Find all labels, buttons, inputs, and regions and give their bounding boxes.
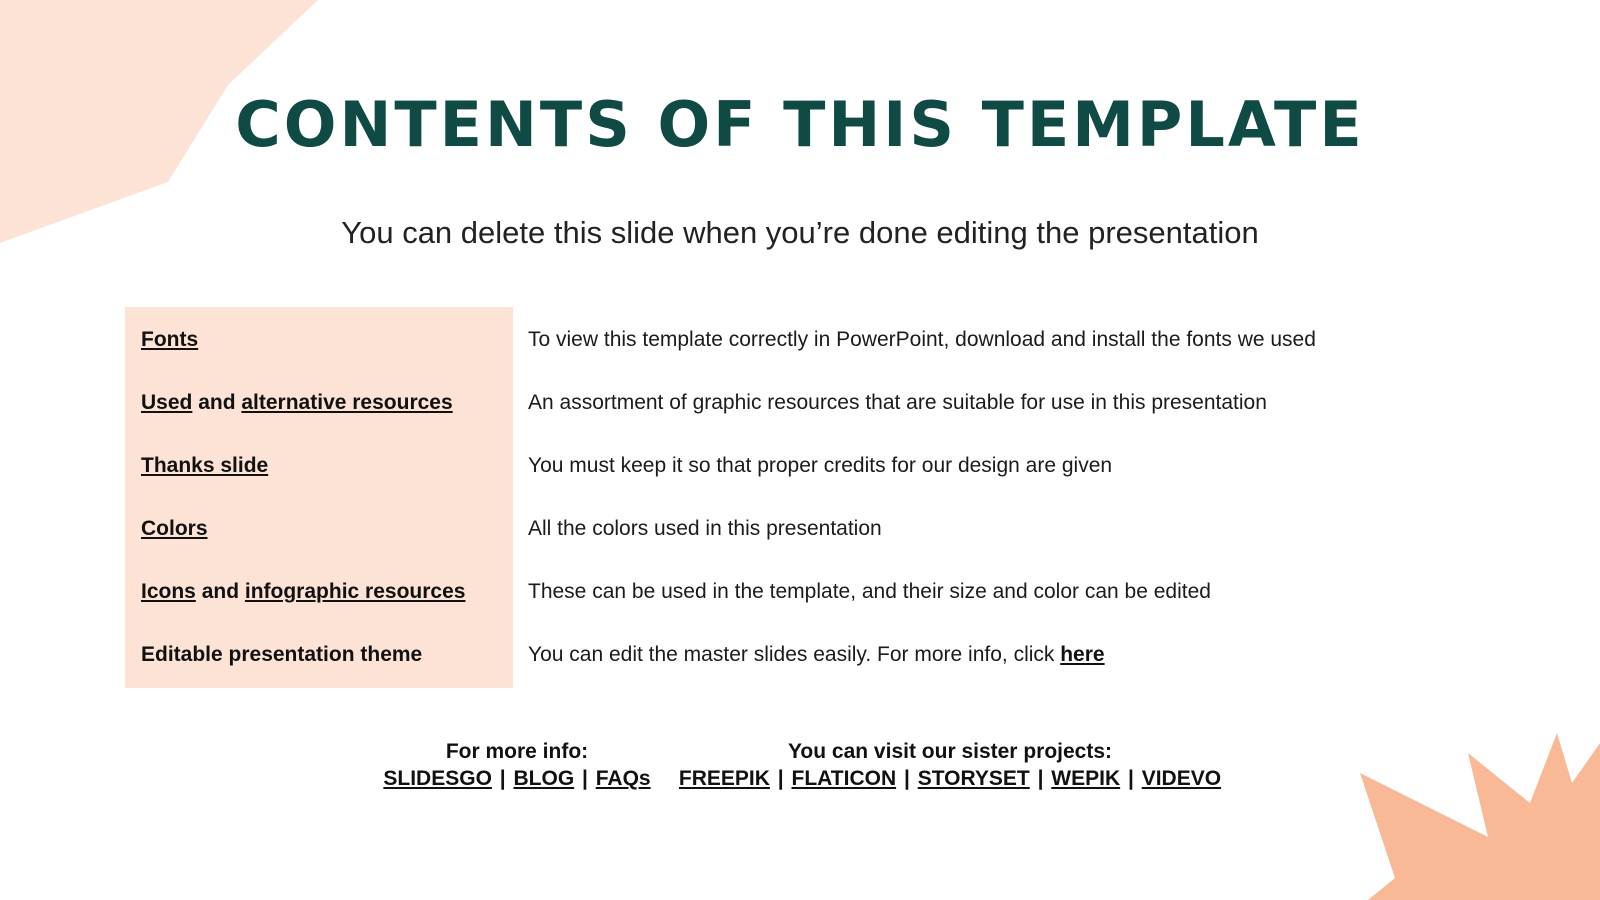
contents-row-colors [0,509,1600,549]
link-separator: | [1127,767,1134,790]
infographic-resources-link[interactable]: infographic resources [244,580,466,603]
storyset-link[interactable]: STORYSET [917,767,1030,790]
row-description: To view this template correctly in PowerPoint, download and install the fonts we used [528,328,1316,351]
row-description: These can be used in the template, and their size and color can be edited [528,580,1211,603]
thanks-slide-link[interactable]: Thanks slide [141,454,269,477]
videvo-link[interactable]: VIDEVO [1141,767,1222,790]
contents-row-resources [0,383,1600,423]
label-joiner: and [195,580,245,603]
row-label-theme: Editable presentation theme [141,643,423,666]
row-description: An assortment of graphic resources that are suitable for use in this presentation [528,391,1267,414]
row-description: You must keep it so that proper credits for our design are given [528,454,1113,477]
sister-projects-heading: You can visit our sister projects: [787,740,1113,763]
link-separator: | [582,767,588,790]
more-info-links [367,765,667,792]
row-label [141,509,208,549]
theme-description-text: You can edit the master slides easily. For more info, click [528,643,1061,666]
colors-link[interactable]: Colors [141,517,208,540]
link-separator: | [903,767,910,790]
sister-projects-block [670,738,1230,792]
more-info-block [367,738,667,792]
flaticon-link[interactable]: FLATICON [791,767,897,790]
contents-row-theme [0,635,1600,675]
row-description: All the colors used in this presentation [528,517,882,540]
icons-link[interactable]: Icons [141,580,196,603]
link-separator: | [777,767,784,790]
row-label [141,572,465,612]
bottom-right-shape [1360,733,1600,900]
contents-row-thanks [0,446,1600,486]
page-subtitle: You can delete this slide when you’re done editing the presentation [341,215,1259,250]
row-label [141,320,198,360]
row-label [141,383,453,423]
contents-row-fonts [0,320,1600,360]
freepik-link[interactable]: FREEPIK [678,767,770,790]
label-column-panel [125,307,513,688]
wepik-link[interactable]: WEPIK [1051,767,1121,790]
used-resources-link[interactable]: Used [141,391,193,414]
fonts-link[interactable]: Fonts [141,328,199,351]
page-title: CONTENTS OF THIS TEMPLATE [235,88,1365,161]
slidesgo-link[interactable]: SLIDESGO [383,767,492,790]
more-info-heading: For more info: [445,740,589,763]
sister-projects-links [670,765,1230,792]
here-link[interactable]: here [1060,643,1105,666]
label-joiner: and [192,391,242,414]
row-description [528,635,1105,675]
link-separator: | [1037,767,1044,790]
row-label [141,446,268,486]
alternative-resources-link[interactable]: alternative resources [241,391,453,414]
faqs-link[interactable]: FAQs [595,767,651,790]
contents-row-icons [0,572,1600,612]
link-separator: | [499,767,506,790]
blog-link[interactable]: BLOG [513,767,575,790]
